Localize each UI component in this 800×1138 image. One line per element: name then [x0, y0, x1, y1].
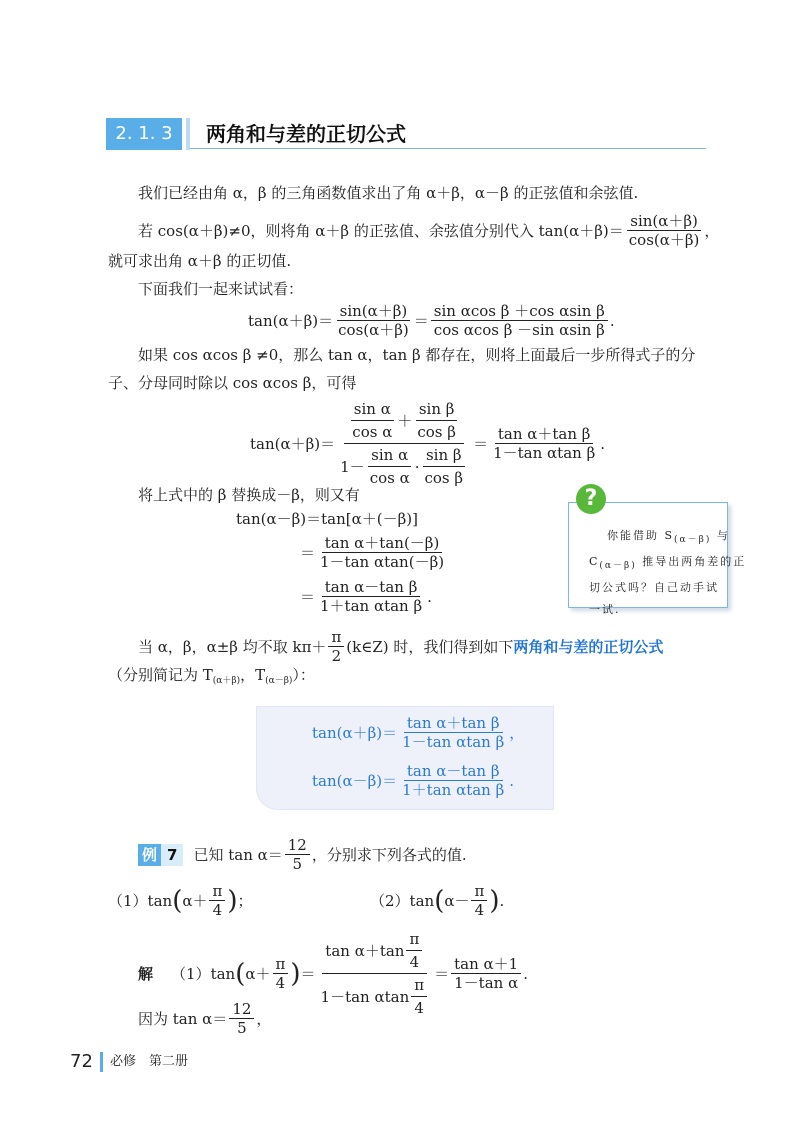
- eq2-d-den: cos β: [424, 469, 464, 487]
- example-7: [138, 836, 467, 873]
- eq1-fraction-2: [431, 302, 608, 339]
- sol-result: [451, 955, 521, 992]
- eq2-complex-den: [337, 444, 471, 489]
- q1-den: 4: [212, 901, 223, 919]
- question-2: [370, 882, 504, 919]
- sol-paren-open: (: [235, 958, 246, 989]
- solution-part: （1）: [171, 965, 211, 983]
- paragraph-1: 我们已经由角 α，β 的三角函数值求出了角 α＋β，α－β 的正弦值和余弦值.: [138, 184, 639, 202]
- eq3-end: .: [427, 587, 432, 606]
- formula-sum-end: ，: [509, 724, 525, 742]
- paragraph-4: 下面我们一起来试试看：: [138, 280, 304, 298]
- formula-diff-den: 1＋tan αtan β: [402, 781, 505, 799]
- p9-sub-2: (α－β): [265, 676, 293, 686]
- eq1-f2-den: cos αcos β －sin αsin β: [433, 321, 605, 339]
- eq2-b-den: cos β: [417, 423, 456, 441]
- eq2-c-num: sin α: [368, 444, 411, 467]
- eq3-l3-num: tan α－tan β: [322, 578, 421, 597]
- q2-end: .: [499, 891, 505, 910]
- q1-frac: [209, 882, 225, 919]
- fraction: [626, 212, 703, 249]
- section-number-badge: [106, 118, 182, 150]
- section-number: 2. 1. 3: [115, 123, 173, 144]
- because-frac: [229, 1000, 254, 1037]
- sol-r-den: 1－tan α: [454, 974, 519, 992]
- sidenote-line-3: 切公式吗？自己动手试: [589, 581, 719, 594]
- sidenote-l2b: 推导出两角差的正: [636, 555, 747, 568]
- eq2-one-minus: 1－: [340, 457, 365, 476]
- paragraph-8-text: 当 α，β，α±β 均不取 kπ＋: [138, 637, 327, 656]
- example-frac-den: 5: [292, 855, 303, 873]
- q1-end: ；: [237, 892, 253, 910]
- sol-big-den: [318, 974, 433, 1019]
- formula-diff-end: .: [509, 771, 515, 790]
- eq2-r-den: 1－tan αtan β: [493, 444, 596, 462]
- example-number: 7: [161, 844, 183, 866]
- formula-diff-num: tan α－tan β: [404, 762, 503, 781]
- example-text-a: 已知 tan α＝: [193, 846, 283, 864]
- eq2-equals: ＝: [473, 435, 489, 453]
- book-title: 必修 第二册: [110, 1054, 189, 1069]
- eq2-c: [367, 444, 413, 489]
- sidenote-l2: C: [589, 555, 600, 568]
- q2-label: （2）: [370, 892, 410, 910]
- sidenote-line-1: [589, 525, 746, 551]
- p9-end: ）：: [292, 666, 315, 684]
- pi-over-2: [328, 628, 344, 665]
- eq1-lhs: tan(α＋β)＝: [248, 312, 334, 330]
- eq2-a-num: sin α: [351, 398, 394, 421]
- paragraph-5: 如果 cos αcos β ≠0，那么 tan α，tan β 都存在，则将上面最后一步所得式子的分: [138, 346, 696, 364]
- paragraph-2-end: ，: [704, 221, 720, 240]
- formula-diff-frac: [399, 762, 507, 799]
- because-text: 因为 tan α＝: [138, 1010, 228, 1028]
- pi-num: π: [328, 628, 344, 647]
- sol-bn-pi: π: [406, 928, 422, 951]
- question-icon: ?: [576, 484, 606, 514]
- question-1: [108, 882, 253, 919]
- paragraph-2: [138, 212, 719, 249]
- eq1-end: .: [609, 311, 615, 330]
- header-underline: [190, 148, 706, 149]
- sol-big-frac: [318, 928, 433, 1019]
- eq3-frac-2: [317, 534, 447, 571]
- sol-big-den-frac: [411, 974, 427, 1019]
- highlight-term: 两角和与差的正切公式: [513, 637, 664, 656]
- header-divider: [186, 118, 190, 150]
- eq2-dot: ·: [414, 457, 420, 476]
- eq2-complex-fraction: [337, 398, 471, 489]
- q1-label: （1）: [108, 892, 148, 910]
- sidenote-l1b: 与: [711, 529, 730, 542]
- because-line: [138, 1000, 271, 1037]
- sol-eq-1: ＝: [300, 965, 316, 983]
- sol-bd-pi: π: [411, 974, 427, 997]
- eq3-frac-3: [317, 578, 425, 615]
- sol-lhs-num: π: [273, 955, 289, 974]
- sol-eq-2: ＝: [434, 965, 450, 983]
- formula-sum: [312, 714, 524, 751]
- paragraph-8: [138, 628, 663, 665]
- eq3-eq-3: ＝: [300, 588, 316, 606]
- eq2-d: [422, 444, 467, 489]
- formula-sum-num: tan α＋tan β: [404, 714, 503, 733]
- because-end: ，: [256, 1010, 272, 1028]
- eq2-r-num: tan α＋tan β: [495, 425, 594, 444]
- equation-3-line-2: [300, 534, 449, 571]
- eq1-f1-num: sin(α＋β): [337, 302, 411, 321]
- sol-tan: tan: [210, 964, 236, 983]
- sol-big-num: [322, 928, 427, 974]
- q2-tan: tan: [409, 891, 435, 910]
- eq2-b-num: sin β: [416, 398, 458, 421]
- q2-num: π: [471, 882, 487, 901]
- sidenote-box: [568, 502, 747, 616]
- q2-frac: [471, 882, 487, 919]
- eq2-b: [414, 398, 459, 443]
- paragraph-9: [108, 664, 315, 692]
- example-text-b: ，分别求下列各式的值.: [311, 846, 467, 864]
- paragraph-6: 子、分母同时除以 cos αcos β，可得: [108, 374, 357, 392]
- eq3-l2-num: tan α＋tan(－β): [322, 534, 443, 553]
- formula-sum-den: 1－tan αtan β: [402, 733, 505, 751]
- sol-paren-close: ): [290, 958, 301, 989]
- sidenote-line-4: 一试.: [589, 603, 621, 616]
- eq3-eq-2: ＝: [300, 544, 316, 562]
- paragraph-8-text-b: (k∈Z) 时，我们得到如下: [346, 637, 514, 656]
- p9-sub-1: (α＋β): [212, 676, 241, 686]
- page-title: 两角和与差的正切公式: [206, 122, 406, 146]
- q2-den: 4: [474, 901, 485, 919]
- eq1-fraction-1: [335, 302, 412, 339]
- q1-paren-open: (: [172, 885, 183, 916]
- sol-lhs-den: 4: [275, 974, 286, 992]
- q2-alpha: α－: [444, 892, 470, 910]
- solution-label: 解: [138, 965, 154, 983]
- sidenote-text: [589, 525, 746, 621]
- eq2-end: .: [600, 434, 606, 453]
- example-frac-num: 12: [285, 836, 310, 855]
- q2-paren-open: (: [434, 885, 445, 916]
- formula-sum-frac: [399, 714, 507, 751]
- footer-divider: [100, 1052, 103, 1072]
- paragraph-7: 将上式中的 β 替换成－β，则又有: [138, 486, 360, 504]
- formula-box: [256, 706, 554, 810]
- sol-bd-4: 4: [414, 999, 424, 1017]
- eq2-a-den: cos α: [352, 423, 393, 441]
- q1-tan: tan: [147, 891, 173, 910]
- equation-3-line-3: [300, 578, 432, 615]
- sol-big-den-a: 1－tan αtan: [320, 987, 410, 1006]
- formula-diff-lhs: tan(α－β)＝: [312, 772, 398, 790]
- eq1-f2-num: sin αcos β ＋cos αsin β: [431, 302, 608, 321]
- because-num: 12: [229, 1000, 254, 1019]
- eq2-a: [349, 398, 395, 443]
- eq3-l3-den: 1＋tan αtan β: [320, 597, 423, 615]
- eq1-equals: ＝: [413, 312, 429, 330]
- because-den: 5: [237, 1019, 247, 1037]
- example-badge: 例: [138, 844, 161, 866]
- paragraph-2-text: 若 cos(α＋β)≠0，则将角 α＋β 的正弦值、余弦值分别代入 tan(α＋β)＝: [138, 221, 624, 240]
- sol-big-num-frac: [406, 928, 422, 973]
- q1-num: π: [209, 882, 225, 901]
- eq2-result: [490, 425, 598, 462]
- page-number: 72: [70, 1051, 93, 1072]
- sol-r-num: tan α＋1: [451, 955, 521, 974]
- q1-paren-close: ): [227, 885, 238, 916]
- paragraph-3: 就可求出角 α＋β 的正切值.: [108, 252, 292, 270]
- equation-2: [250, 398, 605, 489]
- eq1-f1-den: cos(α＋β): [338, 321, 409, 339]
- formula-diff: [312, 762, 514, 799]
- sol-big-num-a: tan α＋tan: [325, 941, 405, 960]
- fraction-numerator: sin(α＋β): [627, 212, 701, 231]
- sol-bn-4: 4: [409, 953, 420, 971]
- equation-1: [248, 302, 615, 339]
- sidenote-sub-2: (α－β): [599, 561, 637, 571]
- sol-end: .: [523, 964, 528, 983]
- p9-a: （分别简记为 T: [108, 666, 213, 684]
- eq3-l2-den: 1－tan αtan(－β): [320, 553, 445, 571]
- eq2-complex-num: [344, 398, 464, 444]
- sol-alpha: α＋: [245, 965, 271, 983]
- fraction-denominator: cos(α＋β): [628, 231, 700, 249]
- eq2-c-den: cos α: [369, 469, 410, 487]
- q1-alpha: α＋: [182, 892, 208, 910]
- equation-3-line-1: tan(α－β)＝tan[α＋(－β)]: [236, 510, 418, 528]
- sidenote-line-2: [589, 551, 746, 577]
- eq2-lhs: tan(α＋β)＝: [250, 435, 336, 453]
- eq2-d-num: sin β: [423, 444, 465, 467]
- q2-paren-close: ): [489, 885, 500, 916]
- sol-lhs-frac: [273, 955, 289, 992]
- eq2-plus: ＋: [397, 411, 413, 430]
- sidenote-sub-1: (α－β): [674, 535, 712, 545]
- p9-mid: ，T: [240, 666, 266, 684]
- section-header: [106, 118, 706, 150]
- pi-den: 2: [331, 647, 342, 665]
- example-frac: [285, 836, 310, 873]
- formula-sum-lhs: tan(α＋β)＝: [312, 724, 398, 742]
- sidenote-l1: 你能借助 S: [607, 529, 675, 542]
